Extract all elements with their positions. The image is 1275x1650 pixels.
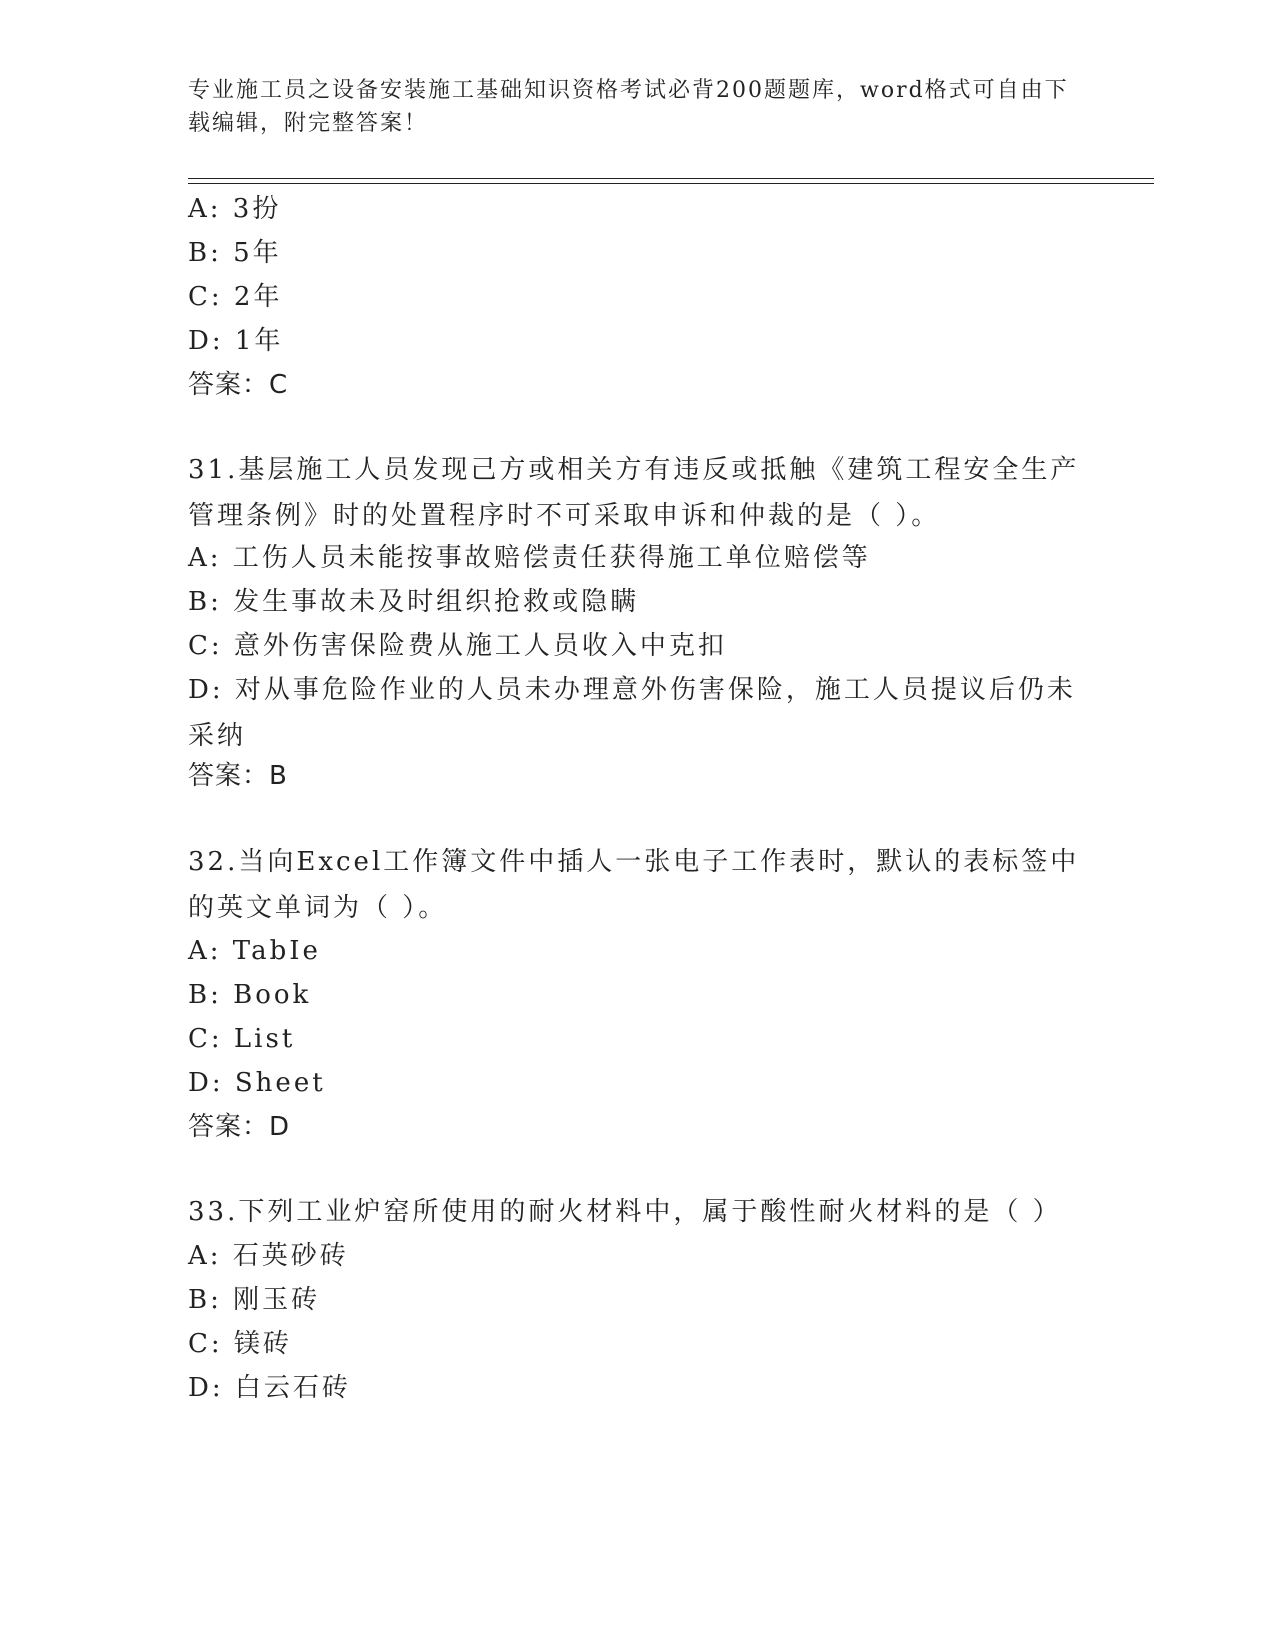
option-c: C: 镁砖 [188,1329,292,1359]
question-stem: 33.下列工业炉窑所使用的耐火材料中，属于酸性耐火材料的是（ ） [188,1197,1062,1227]
option-d: D: 白云石砖 [188,1373,351,1403]
option-d: D: 1年 [188,326,284,356]
answer-line: 答案：D [188,1112,291,1142]
option-d: D: Sheet [188,1068,326,1098]
option-a: A: TabIe [188,936,321,966]
option-b: B: Book [188,980,312,1010]
question-stem: 31.基层施工人员发现己方或相关方有违反或抵触《建筑工程安全生产管理条例》时的处置程序时不可采取申诉和仲裁的是（ ）。 [188,455,1080,531]
answer-line: 答案：C [188,370,289,400]
option-a: A: 石英砂砖 [188,1241,349,1271]
option-b: B: 发生事故未及时组织抢救或隐瞒 [188,587,640,617]
option-c: C: List [188,1024,296,1054]
option-b: B: 5年 [188,238,282,268]
option-d: D: 对从事危险作业的人员未办理意外伤害保险，施工人员提议后仍未采纳 [188,675,1076,751]
option-a: A: 工伤人员未能按事故赔偿责任获得施工单位赔偿等 [188,543,871,573]
option-a: A: 3扮 [188,194,282,224]
question-stem: 32.当向Excel工作簿文件中插人一张电子工作表时，默认的表标签中的英文单词为（ ）。 [188,847,1080,923]
answer-line: 答案：B [188,761,288,791]
header-divider-top [188,178,1154,179]
header-divider-bottom [188,183,1154,184]
option-c: C: 2年 [188,282,283,312]
document-header: 专业施工员之设备安装施工基础知识资格考试必背200题题库，word格式可自由下载编辑，附完整答案！ [188,78,1069,136]
option-c: C: 意外伤害保险费从施工人员收入中克扣 [188,631,727,661]
option-b: B: 刚玉砖 [188,1285,321,1315]
